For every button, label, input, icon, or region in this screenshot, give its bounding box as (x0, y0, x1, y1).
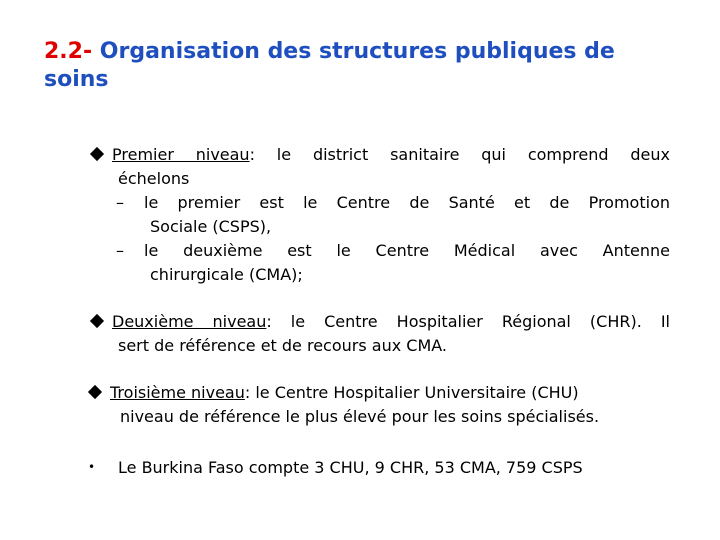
premier-line2: échelons (118, 169, 190, 188)
premier-sub1-line1 (116, 191, 670, 215)
premier-sub2-line1 (116, 239, 670, 263)
troisieme-text: : le Centre Hospitalier Universitaire (CHU) (244, 383, 579, 402)
troisieme-line1 (86, 381, 670, 405)
premier-niveau-block (88, 143, 670, 287)
title-text: Organisation des structures publiques de soins (44, 39, 615, 92)
deuxieme-niveau-block (88, 310, 670, 358)
premier-line1 (88, 143, 670, 167)
troisieme-niveau-block (86, 381, 670, 429)
premier-sub2-text: le deuxième est le Centre Médical avec Antenne (144, 241, 670, 260)
dash-bullet: – (116, 241, 124, 260)
deuxieme-text: : le Centre Hospitalier Régional (CHR). Il (266, 312, 671, 331)
burkina-text: Le Burkina Faso compte 3 CHU, 9 CHR, 53 CMA, 759 CSPS (118, 458, 583, 477)
premier-sub1-text: le premier est le Centre de Santé et de Promotion (144, 193, 670, 212)
premier-label: Premier niveau (112, 145, 250, 164)
page-title (44, 38, 684, 94)
diamond-bullet-icon (88, 385, 102, 399)
title-number: 2.2- (44, 39, 93, 64)
premier-sub1 (88, 191, 670, 239)
burkina-block (88, 456, 670, 481)
troisieme-label: Troisième niveau (110, 383, 245, 402)
premier-sub2 (88, 239, 670, 287)
deuxieme-line1 (88, 310, 670, 334)
deuxieme-line2: sert de référence et de recours aux CMA. (118, 336, 447, 355)
premier-sub2-line2: chirurgicale (CMA); (150, 265, 303, 284)
dot-bullet-icon: • (88, 460, 96, 474)
diamond-bullet-icon (90, 314, 104, 328)
troisieme-line2: niveau de référence le plus élevé pour les soins spécialisés. (120, 407, 600, 426)
premier-text: : le district sanitaire qui comprend deux (249, 145, 670, 164)
premier-sub1-line2: Sociale (CSPS), (150, 217, 272, 236)
diamond-bullet-icon (90, 147, 104, 161)
deuxieme-label: Deuxième niveau (112, 312, 267, 331)
dash-bullet: – (116, 193, 124, 212)
